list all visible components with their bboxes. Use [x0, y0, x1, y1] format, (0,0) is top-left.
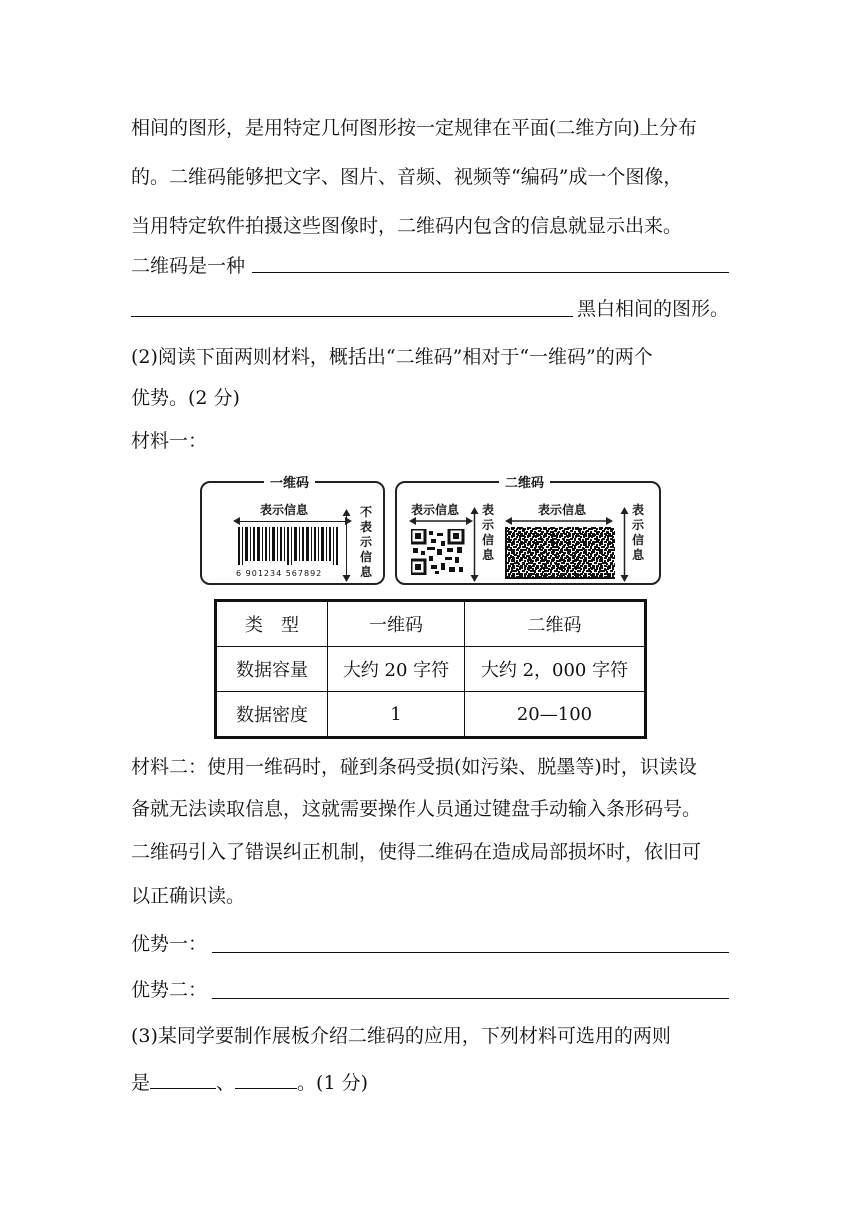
table-cell: 大约 20 字符: [328, 647, 465, 692]
one-d-no-show-info-label: 不表示信息: [359, 505, 372, 579]
q3-separator: 、: [216, 1072, 236, 1094]
q2-line-2: 优势。(2 分): [131, 387, 240, 409]
material2-line-2: 备就无法读取信息，这就需要操作人员通过键盘手动输入条形码号。: [131, 798, 702, 820]
paragraph-line-2: 的。二维码能够把文字、图片、音频、视频等“编码”成一个图像，: [131, 166, 683, 188]
material2-line-3: 二维码引入了错误纠正机制，使得二维码在造成局部损坏时，依旧可: [131, 841, 702, 863]
advantage2-label: 优势二：: [131, 979, 208, 1001]
two-d-small-show-info-label: 表示信息: [411, 503, 460, 517]
one-d-panel: [200, 476, 385, 585]
advantage1-answer-blank[interactable]: [212, 952, 729, 953]
paragraph-line-3: 当用特定软件拍摄这些图像时，二维码内包含的信息就显示出来。: [131, 215, 683, 237]
q1-answer-blank-1[interactable]: [252, 272, 729, 273]
table-cell: 1: [328, 692, 465, 738]
one-d-vertical-arrow-heads: [341, 509, 352, 583]
two-d-small-vertical-arrow: [469, 507, 480, 583]
table-cell: 数据容量: [216, 647, 328, 692]
two-d-small-vertical-label: 表示信息: [481, 503, 494, 562]
q3-suffix: 。(1 分): [297, 1072, 368, 1094]
two-d-panel: [395, 476, 661, 585]
two-d-title: 二维码: [499, 472, 550, 491]
data-matrix-code-icon: [505, 527, 615, 579]
table-header-cell: 一维码: [328, 601, 465, 647]
q3-prefix: 是: [131, 1072, 151, 1094]
two-d-small-horizontal-arrow: [409, 516, 473, 526]
table-row: [216, 647, 646, 692]
barcode-comparison-figure: [200, 478, 662, 588]
barcode-icon: [238, 527, 348, 567]
table-row: [216, 692, 646, 738]
q3-answer-blank-1[interactable]: [150, 1070, 216, 1089]
material1-label: 材料一：: [131, 430, 208, 452]
one-d-show-info-label: 表示信息: [260, 503, 309, 517]
material2-line-4: 以正确识读。: [131, 885, 246, 907]
paragraph-line-1: 相间的图形，是用特定几何图形按一定规律在平面(二维方向)上分布: [131, 117, 697, 139]
two-d-large-vertical-label: 表示信息: [631, 503, 644, 562]
table-header-row: [216, 601, 646, 647]
table-header-cell: 类 型: [216, 601, 328, 647]
one-d-arrow-heads: [233, 516, 353, 526]
advantage1-label: 优势一：: [131, 933, 208, 955]
q1-answer-blank-2[interactable]: [131, 316, 573, 317]
q2-line-1: (2)阅读下面两则材料，概括出“二维码”相对于“一维码”的两个: [131, 346, 653, 368]
comparison-table: [214, 599, 647, 739]
two-d-large-show-info-label: 表示信息: [538, 503, 587, 517]
table-cell: 数据密度: [216, 692, 328, 738]
table-cell: 20—100: [465, 692, 646, 738]
q3-answer-blank-2[interactable]: [235, 1070, 297, 1089]
q1-fill-suffix: 黑白相间的图形。: [577, 298, 730, 320]
q1-fill-prefix: 二维码是一种: [131, 255, 246, 277]
q3-line-1: (3)某同学要制作展板介绍二维码的应用，下列材料可选用的两则: [131, 1025, 671, 1047]
table-header-cell: 二维码: [465, 601, 646, 647]
q3-line-2: [131, 1070, 368, 1095]
barcode-number: 6 901234 567892: [236, 569, 323, 578]
advantage2-answer-blank[interactable]: [212, 998, 729, 999]
two-d-large-vertical-arrow: [619, 507, 630, 583]
material2-line-1: 材料二：使用一维码时，碰到条码受损(如污染、脱墨等)时，识读设: [131, 756, 697, 778]
one-d-title: 一维码: [264, 472, 315, 491]
two-d-large-horizontal-arrow: [505, 516, 613, 526]
qr-code-icon: [411, 529, 465, 575]
table-cell: 大约 2，000 字符: [465, 647, 646, 692]
